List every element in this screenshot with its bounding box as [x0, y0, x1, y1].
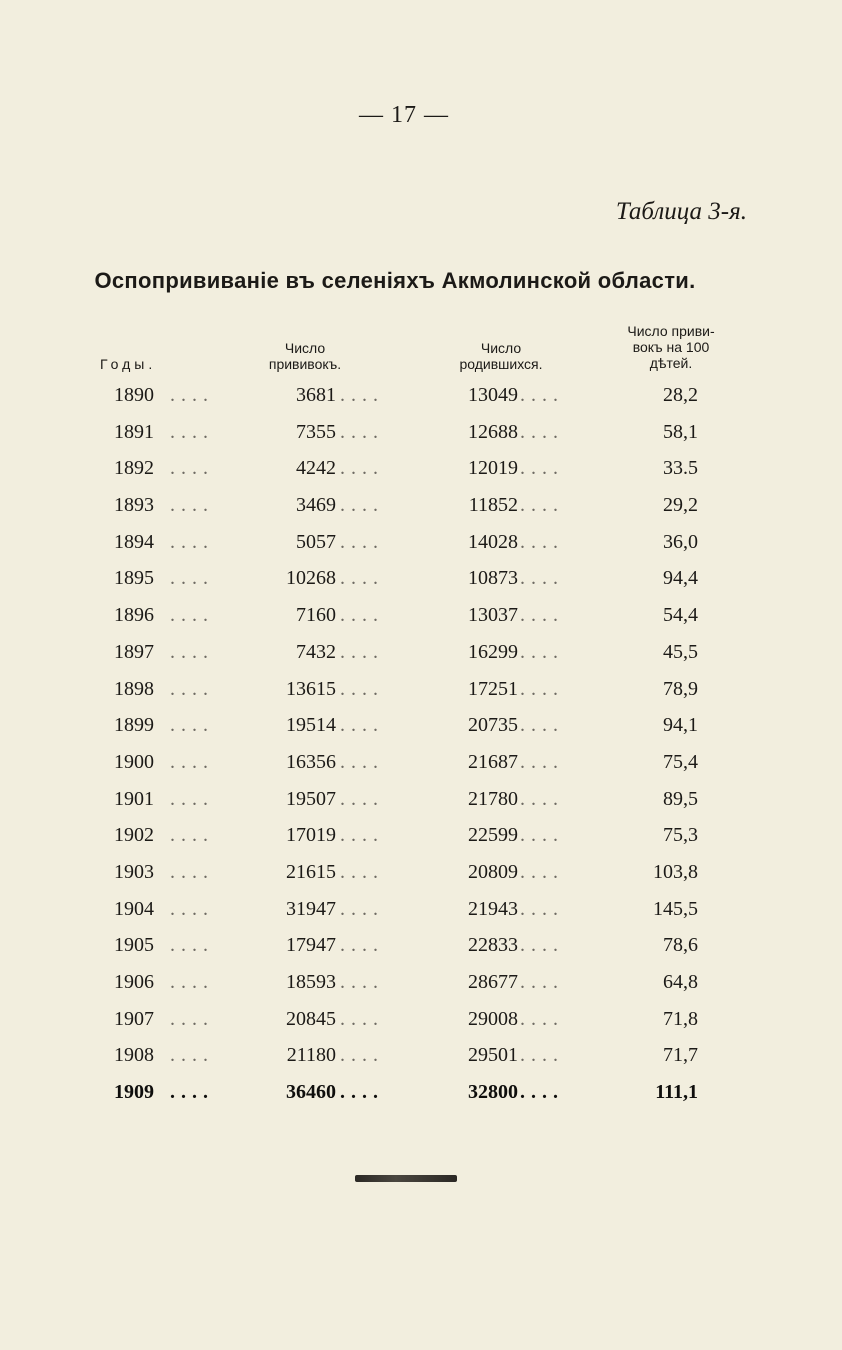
- births-cell: 11852: [468, 494, 518, 517]
- vaccinations-cell: 21615: [286, 860, 336, 883]
- leader-dots: ....: [170, 640, 214, 663]
- leader-dots: ....: [170, 1081, 214, 1104]
- vaccinations-cell: 19507: [286, 787, 336, 810]
- rate-cell: 54,4: [663, 604, 698, 627]
- rate-cell: 71,7: [663, 1044, 698, 1067]
- vaccinations-cell: 3681: [296, 384, 336, 406]
- leader-dots: ....: [520, 824, 564, 847]
- page-number: — 17 —: [359, 102, 449, 128]
- births-cell: 28677: [468, 971, 518, 993]
- leader-dots: ....: [520, 714, 564, 737]
- rate-cell: 36,0: [663, 530, 698, 553]
- header-vaccinations-line-2: прививокъ.: [268, 356, 342, 372]
- rate-cell: 75,4: [663, 750, 698, 773]
- leader-dots: ....: [170, 384, 214, 406]
- leader-dots: ....: [170, 860, 214, 883]
- table-row: [0, 1040, 842, 1077]
- rate-cell: 78,9: [663, 677, 698, 700]
- table-row: [0, 527, 842, 564]
- vaccinations-cell: 21180: [286, 1044, 336, 1067]
- rate-cell: 145,5: [653, 897, 698, 920]
- leader-dots: ....: [340, 971, 384, 993]
- table-row: [0, 380, 842, 417]
- leader-dots: ....: [520, 1081, 564, 1104]
- births-cell: 20735: [468, 714, 518, 737]
- table-row: [0, 784, 842, 821]
- table-row: [0, 674, 842, 711]
- header-births-line-2: родившихся.: [459, 356, 543, 372]
- births-cell: 22833: [468, 934, 518, 957]
- header-rate-line-2: вокъ на 100: [632, 339, 710, 355]
- leader-dots: ....: [520, 787, 564, 810]
- leader-dots: ....: [340, 677, 384, 700]
- leader-dots: ....: [340, 714, 384, 737]
- header-vaccinations: [250, 340, 360, 372]
- rate-cell: 89,5: [663, 787, 698, 810]
- leader-dots: ....: [340, 567, 384, 590]
- leader-dots: ....: [340, 934, 384, 957]
- year-cell: 1894: [114, 530, 154, 553]
- year-cell: 1900: [114, 750, 154, 773]
- leader-dots: ....: [170, 787, 214, 810]
- vaccinations-cell: 31947: [286, 897, 336, 920]
- rate-cell: 103,8: [653, 860, 698, 883]
- leader-dots: ....: [170, 824, 214, 847]
- leader-dots: ....: [170, 1007, 214, 1030]
- rate-cell: 75,3: [663, 824, 698, 847]
- leader-dots: ....: [340, 530, 384, 553]
- vaccinations-cell: 7355: [296, 420, 336, 443]
- births-cell: 13037: [468, 604, 518, 627]
- rate-cell: 78,6: [663, 934, 698, 957]
- year-cell: 1895: [114, 567, 154, 590]
- year-cell: 1893: [114, 494, 154, 517]
- leader-dots: ....: [520, 934, 564, 957]
- year-cell: 1897: [114, 640, 154, 663]
- births-cell: 14028: [468, 530, 518, 553]
- births-cell: 21943: [468, 897, 518, 920]
- closing-rule: [355, 1175, 457, 1182]
- leader-dots: ....: [340, 604, 384, 627]
- leader-dots: ....: [340, 420, 384, 443]
- rate-cell: 71,8: [663, 1007, 698, 1030]
- rate-cell: 94,1: [663, 714, 698, 737]
- vaccinations-cell: 36460: [286, 1081, 336, 1104]
- births-cell: 20809: [468, 860, 518, 883]
- leader-dots: ....: [520, 1044, 564, 1067]
- year-cell: 1890: [114, 384, 154, 406]
- rate-cell: 33.5: [663, 457, 698, 480]
- leader-dots: ....: [520, 384, 564, 406]
- vaccinations-cell: 20845: [286, 1007, 336, 1030]
- table-row: [0, 600, 842, 637]
- year-cell: 1896: [114, 604, 154, 627]
- year-cell: 1908: [114, 1044, 154, 1067]
- leader-dots: ....: [520, 420, 564, 443]
- data-table: [0, 380, 842, 1114]
- births-cell: 17251: [468, 677, 518, 700]
- vaccinations-cell: 18593: [286, 971, 336, 993]
- year-cell: 1904: [114, 897, 154, 920]
- header-births-line-1: Число: [480, 340, 522, 356]
- vaccinations-cell: 19514: [286, 714, 336, 737]
- table-row: [0, 930, 842, 967]
- leader-dots: ....: [520, 677, 564, 700]
- table-row: [0, 1077, 842, 1114]
- table-row: [0, 710, 842, 747]
- header-vaccinations-line-1: Число: [284, 340, 326, 356]
- table-row: [0, 894, 842, 931]
- vaccinations-cell: 7432: [296, 640, 336, 663]
- vaccinations-cell: 17947: [286, 934, 336, 957]
- table-row: [0, 453, 842, 490]
- table-row: [0, 857, 842, 894]
- leader-dots: ....: [520, 897, 564, 920]
- leader-dots: ....: [170, 530, 214, 553]
- header-rate: [610, 323, 732, 371]
- leader-dots: ....: [170, 714, 214, 737]
- table-title: Оспопрививаніе въ селеніяхъ Акмолинской области.: [94, 268, 696, 293]
- births-cell: 12019: [468, 457, 518, 480]
- vaccinations-cell: 10268: [286, 567, 336, 590]
- table-row: [0, 637, 842, 674]
- leader-dots: ....: [340, 860, 384, 883]
- leader-dots: ....: [340, 750, 384, 773]
- year-cell: 1899: [114, 714, 154, 737]
- leader-dots: ....: [170, 604, 214, 627]
- leader-dots: ....: [520, 860, 564, 883]
- leader-dots: ....: [340, 1007, 384, 1030]
- leader-dots: ....: [170, 457, 214, 480]
- header-years: Годы.: [100, 356, 157, 372]
- year-cell: 1902: [114, 824, 154, 847]
- leader-dots: ....: [340, 824, 384, 847]
- year-cell: 1901: [114, 787, 154, 810]
- vaccinations-cell: 7160: [296, 604, 336, 627]
- vaccinations-cell: 3469: [296, 494, 336, 517]
- births-cell: 10873: [468, 567, 518, 590]
- births-cell: 21780: [468, 787, 518, 810]
- leader-dots: ....: [520, 1007, 564, 1030]
- year-cell: 1892: [114, 457, 154, 480]
- vaccinations-cell: 13615: [286, 677, 336, 700]
- leader-dots: ....: [520, 494, 564, 517]
- leader-dots: ....: [520, 530, 564, 553]
- leader-dots: ....: [520, 971, 564, 993]
- rate-cell: 58,1: [663, 420, 698, 443]
- births-cell: 29008: [468, 1007, 518, 1030]
- year-cell: 1903: [114, 860, 154, 883]
- leader-dots: ....: [520, 457, 564, 480]
- table-label: Таблица 3-я.: [615, 198, 747, 225]
- year-cell: 1891: [114, 420, 154, 443]
- births-cell: 13049: [468, 384, 518, 406]
- table-row: [0, 747, 842, 784]
- leader-dots: ....: [520, 604, 564, 627]
- leader-dots: ....: [170, 677, 214, 700]
- births-cell: 22599: [468, 824, 518, 847]
- leader-dots: ....: [170, 1044, 214, 1067]
- leader-dots: ....: [340, 897, 384, 920]
- header-births: [436, 340, 566, 372]
- leader-dots: ....: [340, 787, 384, 810]
- births-cell: 32800: [468, 1081, 518, 1104]
- rate-cell: 28,2: [663, 384, 698, 406]
- leader-dots: ....: [520, 750, 564, 773]
- rate-cell: 94,4: [663, 567, 698, 590]
- year-cell: 1907: [114, 1007, 154, 1030]
- leader-dots: ....: [170, 971, 214, 993]
- rate-cell: 45,5: [663, 640, 698, 663]
- leader-dots: ....: [340, 457, 384, 480]
- leader-dots: ....: [170, 494, 214, 517]
- births-cell: 21687: [468, 750, 518, 773]
- year-cell: 1898: [114, 677, 154, 700]
- year-cell: 1909: [114, 1081, 154, 1104]
- leader-dots: ....: [520, 567, 564, 590]
- vaccinations-cell: 5057: [296, 530, 336, 553]
- vaccinations-cell: 17019: [286, 824, 336, 847]
- vaccinations-cell: 4242: [296, 457, 336, 480]
- year-cell: 1906: [114, 971, 154, 993]
- leader-dots: ....: [170, 420, 214, 443]
- rate-cell: 29,2: [663, 494, 698, 517]
- leader-dots: ....: [340, 640, 384, 663]
- leader-dots: ....: [170, 897, 214, 920]
- year-cell: 1905: [114, 934, 154, 957]
- leader-dots: ....: [340, 384, 384, 406]
- header-rate-line-1: Число приви-: [627, 323, 715, 339]
- leader-dots: ....: [340, 494, 384, 517]
- rate-cell: 64,8: [663, 971, 698, 993]
- rate-cell: 111,1: [655, 1081, 698, 1104]
- table-row: [0, 490, 842, 527]
- births-cell: 12688: [468, 420, 518, 443]
- leader-dots: ....: [340, 1044, 384, 1067]
- table-row: [0, 820, 842, 857]
- vaccinations-cell: 16356: [286, 750, 336, 773]
- leader-dots: ....: [170, 750, 214, 773]
- table-row: [0, 563, 842, 600]
- births-cell: 16299: [468, 640, 518, 663]
- leader-dots: ....: [520, 640, 564, 663]
- table-row: [0, 417, 842, 454]
- table-row: [0, 1004, 842, 1041]
- leader-dots: ....: [170, 934, 214, 957]
- header-rate-line-3: дѣтей.: [649, 355, 693, 371]
- leader-dots: ....: [340, 1081, 384, 1104]
- table-row: [0, 967, 842, 1004]
- leader-dots: ....: [170, 567, 214, 590]
- births-cell: 29501: [468, 1044, 518, 1067]
